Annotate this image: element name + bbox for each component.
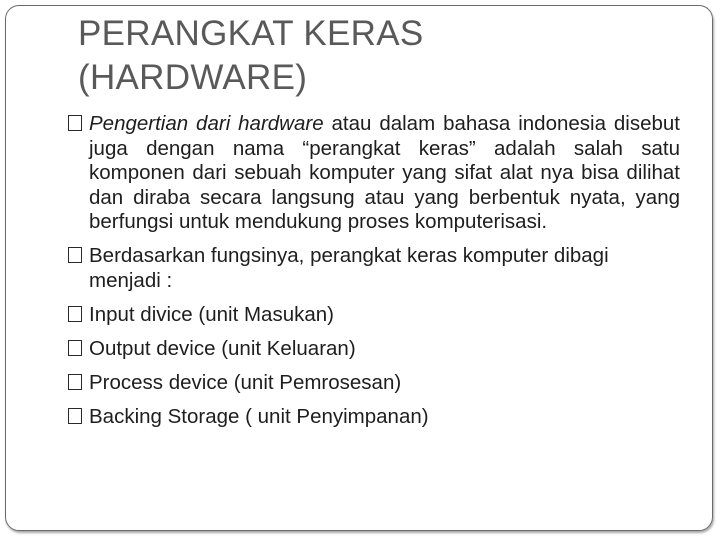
bullet-text: Output device (unit Keluaran) <box>89 336 356 360</box>
missing-glyph-bullet-icon <box>68 374 82 390</box>
title-line-2: (HARDWARE) <box>78 58 308 97</box>
bullet-text: Input divice (unit Masukan) <box>89 302 334 326</box>
bullet-text: Backing Storage ( unit Penyimpanan) <box>89 404 429 428</box>
slide-title <box>78 12 678 100</box>
bullet-text: Process device (unit Pemrosesan) <box>89 370 402 394</box>
missing-glyph-bullet-icon <box>68 340 82 356</box>
bullet-item-backing-storage <box>68 405 680 430</box>
missing-glyph-bullet-icon <box>68 247 82 263</box>
bullet-text: Berdasarkan fungsinya, perangkat keras komputer dibagi menjadi : <box>89 244 609 292</box>
bullet-item-definition <box>68 112 680 235</box>
definition-term: Pengertian dari hardware <box>89 112 324 135</box>
missing-glyph-bullet-icon <box>68 115 82 131</box>
bullet-item-classification <box>68 244 680 293</box>
definition-text: atau dalam bahasa indonesia disebut juga dengan nama “perangkat keras” adalah salah satu komponen dari sebuah komputer yang sifat alat nya bisa dilihat dan diraba secara langsung atau yang berbentuk nyata, yang berfungsi untuk mendukung proses komputerisasi. <box>89 112 680 233</box>
bullet-item-input-device <box>68 303 680 328</box>
title-line-1: PERANGKAT KERAS <box>78 14 424 53</box>
missing-glyph-bullet-icon <box>68 408 82 424</box>
bullet-list <box>68 112 680 439</box>
missing-glyph-bullet-icon <box>68 306 82 322</box>
bullet-item-process-device <box>68 371 680 396</box>
bullet-item-output-device <box>68 337 680 362</box>
